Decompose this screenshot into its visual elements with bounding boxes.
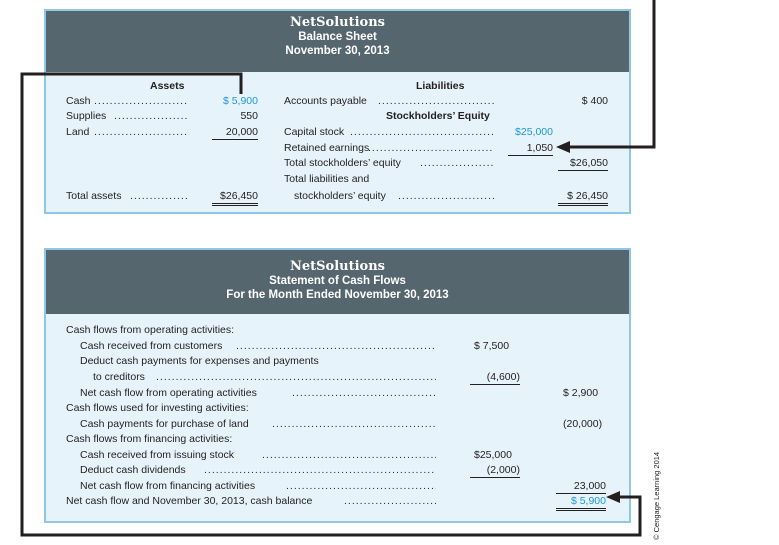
land-value: 20,000 [212, 126, 258, 140]
issuing-stock-label: Cash received from issuing stock [80, 449, 235, 461]
copyright-credit: © Cengage Learning 2014 [652, 451, 661, 540]
cash-value: $ 5,900 [222, 95, 258, 107]
total-se-value: $26,050 [558, 157, 608, 171]
supplies-label: Supplies [66, 110, 107, 122]
retained-earnings-connector-line [567, 0, 654, 147]
liabilities-header: Liabilities [416, 80, 465, 92]
financing-header: Cash flows from financing activities: [66, 433, 233, 445]
supplies-value: 550 [240, 110, 258, 122]
total-le-value: $ 26,450 [558, 190, 608, 206]
capital-stock-label: Capital stock [284, 126, 345, 138]
total-le-label-2: stockholders’ equity [294, 190, 386, 202]
total-le-label-1: Total liabilities and [284, 173, 370, 185]
net-financing-value: 23,000 [556, 480, 606, 494]
cash-connector-line [22, 74, 640, 535]
cash-flows-title: Statement of Cash Flows [269, 275, 406, 287]
assets-header: Assets [150, 80, 185, 92]
land-label: Land [66, 126, 90, 138]
deduct-expenses-label-2: to creditors [93, 371, 145, 383]
operating-header: Cash flows from operating activities: [66, 324, 235, 336]
accounts-payable-value: $ 400 [581, 95, 608, 107]
equity-header: Stockholders’ Equity [386, 110, 490, 122]
total-se-label: Total stockholders’ equity [284, 157, 401, 169]
balance-sheet-date: November 30, 2013 [285, 45, 390, 57]
accounts-payable-label: Accounts payable [284, 95, 367, 107]
retained-earnings-value: 1,050 [508, 142, 553, 156]
deduct-expenses-label-1: Deduct cash payments for expenses and payments [80, 355, 319, 367]
net-cash-value: $ 5,900 [556, 495, 606, 511]
capital-stock-value: $25,000 [515, 126, 553, 138]
net-financing-label: Net cash flow from financing activities [80, 480, 256, 492]
issuing-stock-value: $25,000 [474, 449, 512, 461]
net-operating-label: Net cash flow from operating activities [80, 387, 257, 399]
land-purchase-label: Cash payments for purchase of land [80, 418, 249, 430]
net-cash-label: Net cash flow and November 30, 2013, cash balance [66, 495, 313, 507]
retained-earnings-arrowhead [556, 141, 570, 153]
retained-earnings-label: Retained earnings [284, 142, 370, 154]
balance-sheet-title: Balance Sheet [298, 31, 377, 43]
cash-flows-company: NetSolutions [290, 259, 385, 274]
balance-sheet-company: NetSolutions [290, 15, 385, 30]
total-assets-value: $26,450 [212, 190, 258, 206]
investing-header: Cash flows used for investing activities: [66, 402, 249, 414]
cash-received-customers-label: Cash received from customers [80, 340, 223, 352]
land-purchase-value: (20,000) [563, 418, 603, 430]
net-operating-value: $ 2,900 [563, 387, 599, 399]
cash-arrowhead [606, 491, 620, 503]
cash-flows-period: For the Month Ended November 30, 2013 [226, 289, 449, 301]
cash-received-customers-value: $ 7,500 [474, 340, 510, 352]
dividends-label: Deduct cash dividends [80, 464, 186, 476]
cash-label: Cash [66, 95, 91, 107]
deduct-expenses-value: (4,600) [470, 371, 520, 385]
total-assets-label: Total assets [66, 190, 122, 202]
dividends-value: (2,000) [470, 464, 520, 478]
